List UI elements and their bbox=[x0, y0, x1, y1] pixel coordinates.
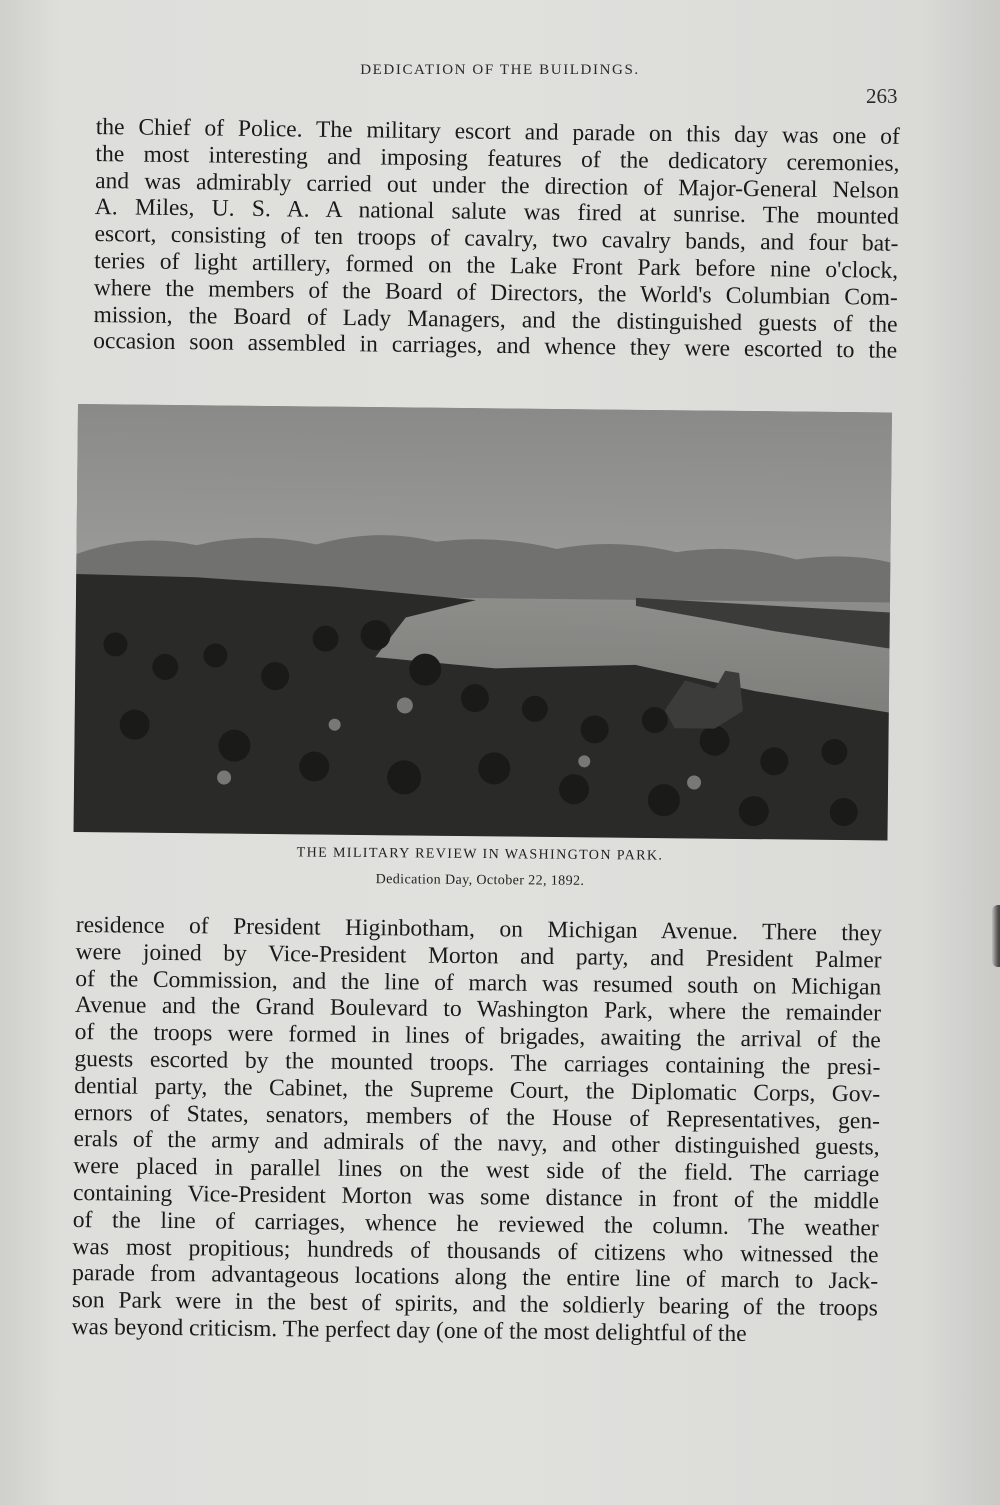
text-line: of the troops were formed in lines of brigades, awaiting the arrival of the bbox=[74, 1019, 881, 1054]
text-line: and was admirably carried out under the direction of Major-General Nelson bbox=[95, 167, 900, 204]
text-line: A. Miles, U. S. A. A national salute was fired at sunrise. The mounted bbox=[94, 194, 899, 231]
text-line: escort, consisting of ten troops of cavalry, two cavalry bands, and four bat- bbox=[94, 221, 899, 258]
text-line: mission, the Board of Lady Managers, and the distinguished guests of the bbox=[93, 301, 898, 338]
text-line: of the Commission, and the line of march was resumed south on Michigan bbox=[75, 965, 882, 1001]
text-line: teries of light artillery, formed on the Lake Front Park before nine o'clock, bbox=[94, 247, 899, 284]
text-line: where the members of the Board of Directors, the World's Columbian Com- bbox=[93, 274, 898, 311]
text-line: were placed in parallel lines on the west side of the field. The carriage bbox=[73, 1153, 880, 1188]
text-line: residence of President Higinbotham, on Michigan Avenue. There they bbox=[75, 912, 882, 947]
text-line: was beyond criticism. The perfect day (one of the most delightful of the bbox=[71, 1313, 747, 1347]
bottom-paragraph bbox=[72, 912, 882, 1349]
figure-caption-title: THE MILITARY REVIEW IN WASHINGTON PARK. bbox=[296, 845, 664, 864]
military-review-photograph bbox=[74, 404, 892, 841]
text-line: of the line of carriages, whence he reviewed the column. The weather bbox=[72, 1206, 879, 1242]
text-line: son Park were in the best of spirits, and the soldierly bearing of the troops bbox=[71, 1287, 879, 1322]
text-line: occasion soon assembled in carriages, and whence they were escorted to the bbox=[93, 328, 898, 365]
text-line: erals of the army and admirals of the navy, and other distinguished guests, bbox=[73, 1126, 880, 1161]
text-line: parade from advantageous locations along the entire line of march to Jack- bbox=[72, 1260, 879, 1295]
text-line: the most interesting and imposing features of the dedicatory ceremonies, bbox=[95, 140, 900, 177]
text-line: the Chief of Police. The military escort and parade on this day was one of bbox=[95, 114, 900, 150]
top-paragraph bbox=[93, 114, 900, 365]
text-line: were joined by Vice-President Morton and party, and President Palmer bbox=[75, 938, 882, 974]
text-line: containing Vice-President Morton was some distance in front of the middle bbox=[72, 1179, 880, 1215]
figure-caption-subtitle: Dedication Day, October 22, 1892. bbox=[375, 872, 585, 889]
page-number: 263 bbox=[866, 84, 898, 108]
running-head: DEDICATION OF THE BUILDINGS. bbox=[360, 62, 640, 78]
text-line: was most propitious; hundreds of thousands of citizens who witnessed the bbox=[72, 1233, 879, 1268]
text-line: ernors of States, senators, members of the House of Representatives, gen- bbox=[73, 1099, 880, 1135]
page-edge-shadow bbox=[992, 905, 1000, 967]
text-line: Avenue and the Grand Boulevard to Washington Park, where the remainder bbox=[74, 992, 882, 1027]
crowd-and-field-illustration bbox=[74, 404, 892, 841]
text-line: guests escorted by the mounted troops. The carriages containing the presi- bbox=[74, 1045, 881, 1081]
text-line: dential party, the Cabinet, the Supreme Court, the Diplomatic Corps, Gov- bbox=[74, 1072, 881, 1108]
